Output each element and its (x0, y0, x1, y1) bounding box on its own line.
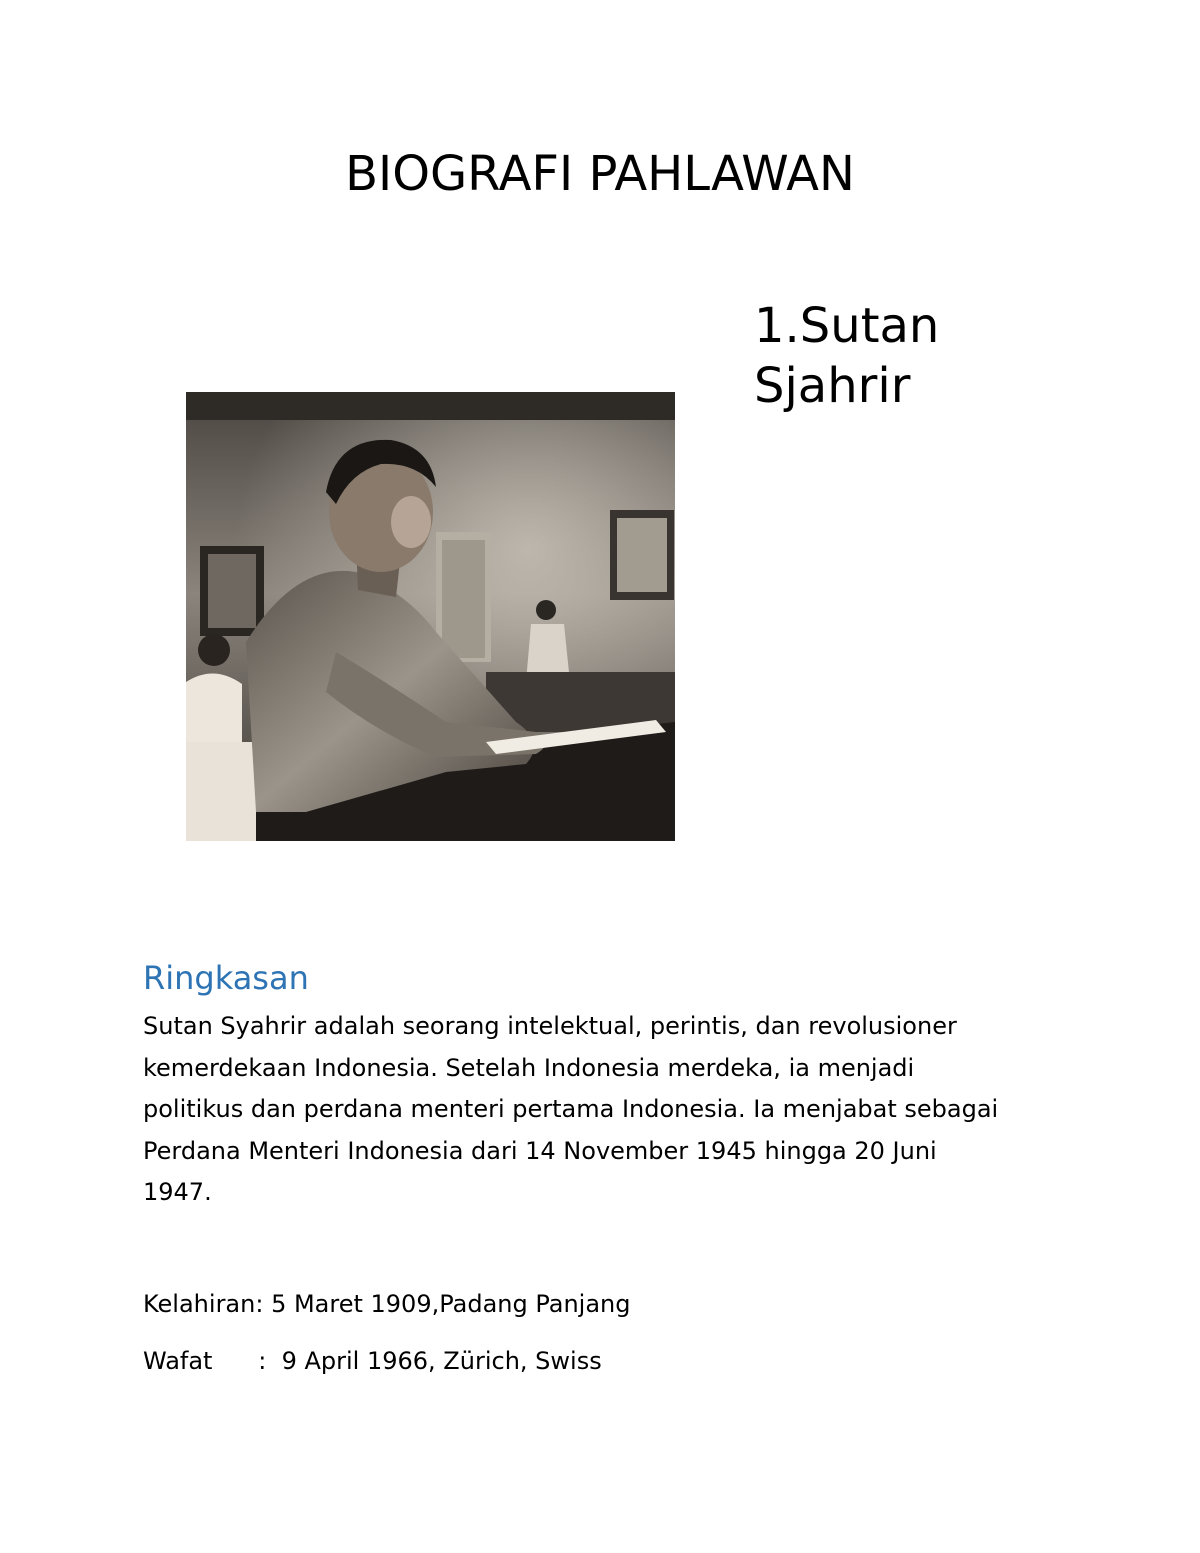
summary-line: kemerdekaan Indonesia. Setelah Indonesia merdeka, ia menjadi (143, 1053, 915, 1082)
portrait-photo (186, 392, 675, 841)
summary-line: 1947. (143, 1178, 212, 1206)
hero-name-line-2: Sjahrir (754, 358, 911, 414)
summary-line: politikus dan perdana menteri pertama Indonesia. Ia menjabat sebagai (143, 1095, 999, 1123)
hero-name-line-1: 1.Sutan (754, 298, 940, 354)
death-fact: Wafat : 9 April 1966, Zürich, Swiss (143, 1347, 602, 1375)
hero-name (754, 296, 939, 416)
summary-line: Sutan Syahrir adalah seorang intelektual, perintis, dan revolusioner (143, 1012, 957, 1040)
birth-fact: Kelahiran: 5 Maret 1909,Padang Panjang (143, 1290, 631, 1318)
portrait-photo-drawing (186, 392, 675, 841)
summary-paragraph (143, 1006, 1053, 1214)
summary-heading: Ringkasan (143, 959, 309, 997)
document-title: BIOGRAFI PAHLAWAN (345, 146, 855, 202)
summary-line: Perdana Menteri Indonesia dari 14 November 1945 hingga 20 Juni (143, 1136, 937, 1165)
